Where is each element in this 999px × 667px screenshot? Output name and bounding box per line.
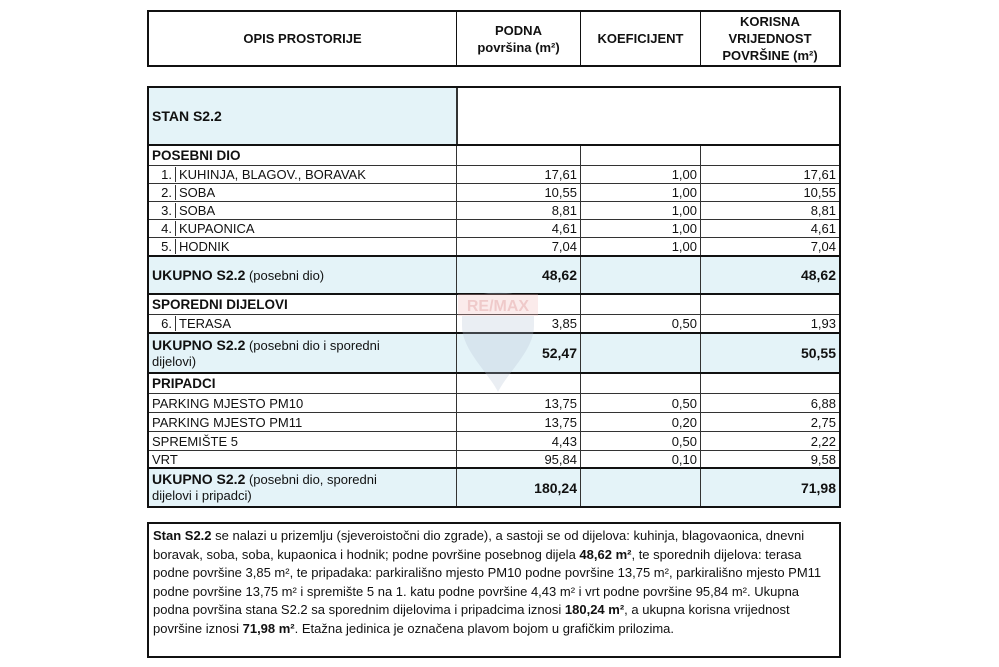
accessory-useful: 6,88 — [810, 395, 836, 411]
empty-cell — [457, 146, 581, 165]
empty-cell — [457, 295, 581, 314]
room-coefficient: 1,00 — [581, 238, 701, 255]
room-coefficient: 1,00 — [581, 184, 701, 201]
room-description — [149, 220, 457, 237]
room-area: 8,81 — [457, 202, 581, 219]
accessory-name: VRT — [149, 451, 457, 467]
empty-cell — [701, 295, 839, 314]
room-area: 10,55 — [457, 184, 581, 201]
secondary-area: 3,85 — [457, 315, 581, 332]
notes-area-posebni: 48,62 m² — [579, 546, 632, 562]
header-coefficient — [581, 12, 701, 65]
description-notes — [147, 522, 841, 658]
total3-label-bold: UKUPNO S2.2 — [152, 471, 246, 487]
room-name: KUPAONICA — [179, 221, 255, 236]
notes-text-4: . Etažna jedinica je označena plavom bojom u grafičkim prilozima. — [294, 620, 675, 636]
total1-label-bold: UKUPNO S2.2 — [152, 267, 246, 283]
room-name: HODNIK — [179, 239, 230, 254]
empty-cell — [701, 146, 839, 165]
header-useful-value — [701, 12, 839, 65]
empty-cell — [581, 295, 701, 314]
header-description-label: OPIS PROSTORIJE — [243, 31, 362, 46]
empty-cell — [701, 374, 839, 393]
accessory-coefficient: 0,10 — [581, 451, 701, 467]
accessory-area: 13,75 — [457, 413, 581, 431]
total2-label — [149, 334, 457, 372]
table-row — [149, 202, 839, 220]
room-number: 4. — [149, 221, 176, 236]
section-heading-pripadci — [149, 374, 839, 394]
room-useful: 4,61 — [810, 221, 836, 236]
room-name: SOBA — [179, 203, 216, 218]
accessory-area: 95,84 — [457, 451, 581, 467]
total2-label-rest: (posebni dio i sporedni — [245, 337, 380, 353]
table-row — [149, 451, 839, 469]
unit-title-text: STAN S2.2 — [152, 108, 222, 124]
room-number: 3. — [149, 203, 176, 218]
table-row — [149, 432, 839, 451]
notes-text-1: se nalazi u prizemlju (sjeveroistočni dio zgrade), a sastoji se od dijelova: kuhinja, blagovaonica, dnevni boravak, soba, soba, kupaonica i hodnik; podne površine posebnog dijela — [153, 528, 805, 562]
accessory-name: SPREMIŠTE 5 — [149, 432, 457, 450]
total-row-posebni — [149, 257, 839, 295]
accessory-name: PARKING MJESTO PM10 — [149, 394, 457, 412]
empty-cell — [457, 374, 581, 393]
notes-area-total: 180,24 m² — [564, 602, 625, 617]
table-row — [149, 394, 839, 413]
room-description — [149, 238, 457, 255]
header-useful-line2: VRIJEDNOST — [728, 31, 812, 46]
accessory-coefficient: 0,50 — [581, 432, 701, 450]
section-heading-posebni — [149, 146, 839, 166]
table-row — [149, 315, 839, 334]
total1-label — [149, 257, 457, 293]
room-name: KUHINJA, BLAGOV., BORAVAK — [179, 167, 366, 182]
header-useful-line1: KORISNA — [740, 14, 800, 29]
area-table — [147, 86, 841, 508]
room-useful: 17,61 — [803, 167, 836, 182]
total3-label-rest: (posebni dio, sporedni — [245, 472, 377, 487]
secondary-coefficient: 0,50 — [581, 315, 701, 332]
header-coefficient-label: KOEFICIJENT — [597, 31, 684, 46]
unit-title-row — [149, 88, 839, 146]
total2-useful: 50,55 — [800, 345, 836, 361]
room-description — [149, 202, 457, 219]
accessory-coefficient: 0,50 — [581, 394, 701, 412]
room-name: SOBA — [179, 185, 216, 200]
section-sporedni-text: SPOREDNI DIJELOVI — [152, 297, 288, 312]
empty-cell — [581, 334, 701, 372]
empty-cell — [581, 374, 701, 393]
header-floor-area-line1: PODNA — [495, 22, 542, 38]
accessory-name: PARKING MJESTO PM11 — [149, 413, 457, 431]
secondary-number: 6. — [149, 316, 176, 331]
secondary-description — [149, 315, 457, 332]
accessory-useful: 9,58 — [810, 451, 836, 467]
room-area: 17,61 — [457, 166, 581, 183]
notes-text-3: , a ukupna korisna vrijednost površine iznosi — [153, 602, 790, 636]
total3-useful: 71,98 — [800, 479, 836, 496]
total-row-sporedni — [149, 334, 839, 374]
accessory-area: 4,43 — [457, 432, 581, 450]
room-description — [149, 166, 457, 183]
table-row — [149, 238, 839, 257]
secondary-name: TERASA — [179, 316, 232, 331]
accessory-useful: 2,22 — [810, 433, 836, 449]
section-posebni-label — [149, 146, 457, 165]
total2-label-line2: dijelovi) — [152, 353, 197, 369]
accessory-coefficient: 0,20 — [581, 413, 701, 431]
empty-cell — [581, 146, 701, 165]
total2-area: 52,47 — [457, 334, 581, 372]
section-heading-sporedni — [149, 295, 839, 315]
room-coefficient: 1,00 — [581, 166, 701, 183]
header-table — [147, 10, 841, 67]
total2-label-bold: UKUPNO S2.2 — [152, 336, 246, 353]
room-useful: 10,55 — [803, 185, 836, 200]
accessory-useful: 2,75 — [810, 414, 836, 430]
table-row — [149, 220, 839, 238]
total-row-pripadci — [149, 469, 839, 506]
header-floor-area — [457, 12, 581, 65]
watermark-text: RE/MAX — [466, 298, 530, 315]
unit-title-blank — [457, 88, 839, 144]
notes-useful-total: 71,98 m² — [242, 620, 295, 636]
room-number: 1. — [149, 167, 176, 182]
room-useful: 8,81 — [810, 203, 836, 218]
room-coefficient: 1,00 — [581, 220, 701, 237]
empty-cell — [581, 469, 701, 506]
header-floor-area-line2: površina (m²) — [477, 39, 560, 55]
total1-area: 48,62 — [457, 257, 581, 293]
total1-useful: 48,62 — [800, 267, 836, 283]
section-posebni-text: POSEBNI DIO — [152, 148, 241, 163]
total3-area: 180,24 — [457, 469, 581, 506]
header-useful-line3: POVRŠINE (m²) — [722, 48, 818, 63]
total3-label-line2: dijelovi i pripadci) — [152, 488, 252, 503]
accessory-area: 13,75 — [457, 394, 581, 412]
table-row — [149, 166, 839, 184]
table-row — [149, 413, 839, 432]
room-number: 2. — [149, 185, 176, 200]
room-description — [149, 184, 457, 201]
empty-cell — [581, 257, 701, 293]
room-area: 7,04 — [457, 238, 581, 255]
total1-label-rest: (posebni dio) — [245, 267, 325, 283]
section-sporedni-label — [149, 295, 457, 314]
room-coefficient: 1,00 — [581, 202, 701, 219]
secondary-useful: 1,93 — [810, 316, 836, 331]
notes-text-2: , te sporednih dijelova: terasa podne površine 3,85 m², te pripadaka: parkirališno mjesto PM10 podne površine 13,75 m², parkirališno mjesto PM11 podne površine 13,75 m² i spremište 5 na 1. katu podne površine 4,43 m² i vrt podne površine 95,84 m². Ukupna podna površina stana S2.2 sa sporednim dijelovima i pripadcima iznosi — [153, 546, 822, 617]
total3-label — [149, 469, 457, 506]
room-area: 4,61 — [457, 220, 581, 237]
header-description — [149, 12, 457, 65]
section-pripadci-text: PRIPADCI — [152, 376, 216, 391]
table-row — [149, 184, 839, 202]
room-number: 5. — [149, 239, 176, 254]
notes-unit-name: Stan S2.2 — [153, 528, 212, 543]
unit-title — [149, 88, 457, 144]
room-useful: 7,04 — [810, 239, 836, 254]
section-pripadci-label — [149, 374, 457, 393]
